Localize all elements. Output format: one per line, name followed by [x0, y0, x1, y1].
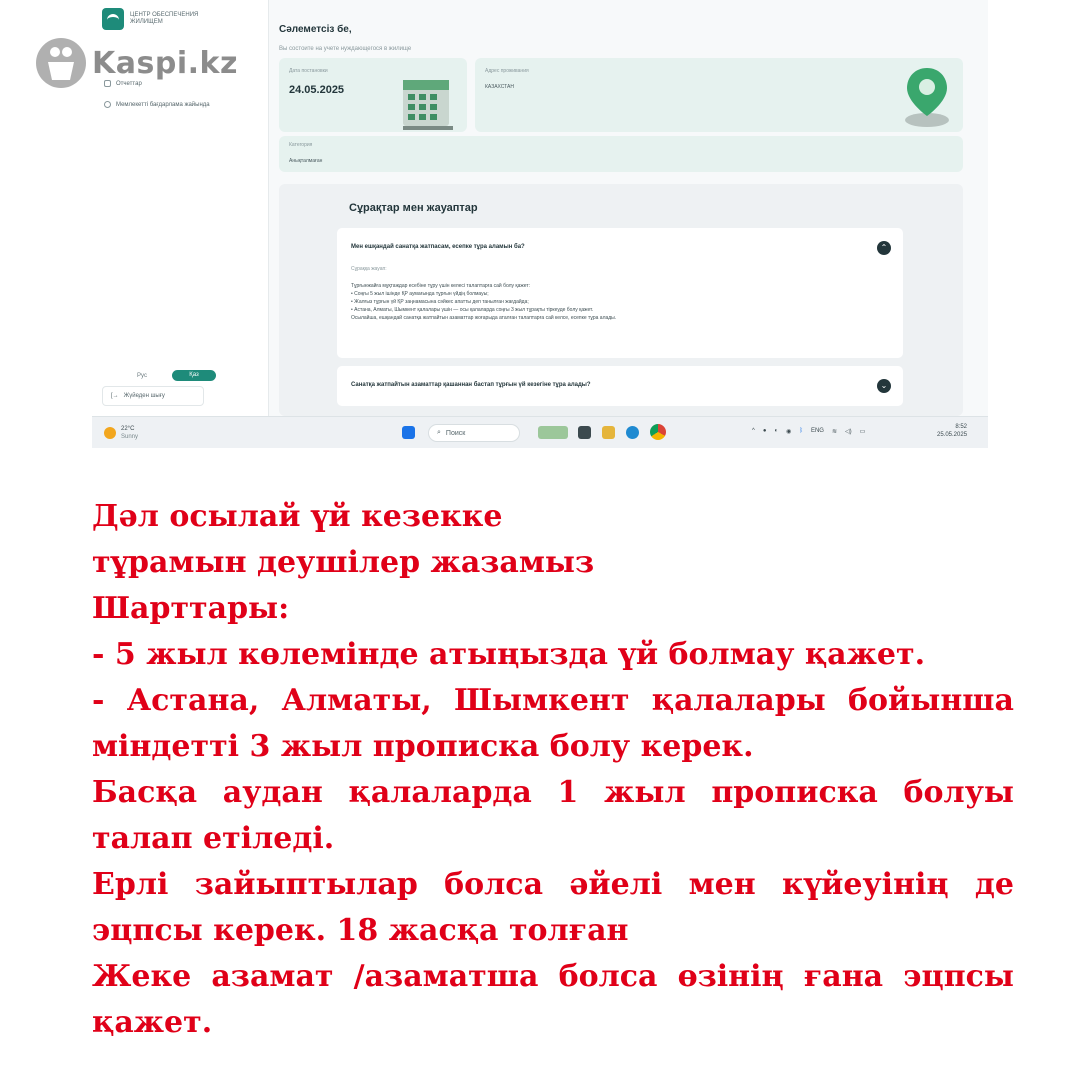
caption-line: Дәл осылай үй кезекке	[92, 499, 503, 534]
address-card	[475, 58, 963, 132]
input-language[interactable]: ENG	[810, 428, 824, 434]
info-icon	[104, 101, 111, 108]
watermark-text: Kaspi.kz	[92, 45, 238, 81]
instructions-text	[92, 494, 1014, 1046]
lang-ru[interactable]: Рус	[137, 372, 147, 379]
main-content	[269, 0, 988, 416]
widgets-icon[interactable]	[538, 426, 568, 439]
volume-icon[interactable]: ◁)	[844, 429, 852, 435]
tray-app-icon[interactable]: ●	[762, 428, 767, 434]
address-redaction	[531, 76, 811, 98]
file-explorer-icon[interactable]	[602, 426, 615, 439]
answer-line: Тұрғынжайға мұқтаждар есебіне тұру үшін келесі талаптарға сай болу қажет:	[351, 283, 531, 289]
caption-line: Жеке азамат /азаматша болса өзінің ғана эцпсы	[92, 959, 1014, 994]
faq-item-open[interactable]	[337, 228, 903, 358]
weather-widget[interactable]	[104, 425, 138, 441]
caption-line: - 5 жыл көлемінде атыңызда үй болмау қажет.	[92, 637, 926, 672]
building-icon	[395, 66, 459, 130]
system-tray	[752, 428, 865, 435]
page-title: Сәлеметсіз бе,	[279, 24, 352, 35]
sun-icon	[104, 427, 116, 439]
logout-icon: [→	[111, 393, 119, 399]
faq-title: Сұрақтар мен жауаптар	[349, 202, 478, 214]
chevron-up-icon[interactable]: ^	[752, 428, 755, 434]
caption-line: тұрамын деушілер жазамыз	[92, 545, 595, 580]
answer-line: • Жалғыз тұрғын үй ҚР заңнамасына сәйкес апатты деп танылған жағдайда;	[351, 299, 529, 305]
logout-button[interactable]	[102, 386, 204, 406]
collapse-icon[interactable]: ⌃	[877, 241, 891, 255]
location-pin-icon	[899, 64, 955, 130]
search-icon: ⌕	[437, 429, 441, 436]
clock-time: 8:52	[955, 424, 968, 430]
faq-item-collapsed[interactable]	[337, 366, 903, 406]
caption-line: Шарттары:	[92, 591, 290, 626]
caption-line: - Астана, Алматы, Шымкент қалалары бойынша	[92, 683, 1014, 718]
caption-line: міндетті 3 жыл прописка болу керек.	[92, 729, 754, 764]
weather-temp: 22°C	[121, 426, 135, 432]
faq-answer	[351, 282, 891, 322]
faq-question: Мен ешқандай санатқа жатпасам, есепке тұра аламын ба?	[351, 244, 525, 250]
chrome-browser-icon[interactable]	[650, 424, 666, 440]
category-card	[279, 136, 963, 172]
caption-line: Ерлі зайыптылар болса әйелі мен күйеуінің де	[92, 867, 1014, 902]
bluetooth-icon[interactable]: ᛒ	[799, 428, 803, 434]
brand-logo-icon	[102, 8, 124, 30]
kaspi-watermark	[36, 38, 238, 88]
battery-icon[interactable]: ▭	[859, 429, 866, 435]
address-value: КАЗАХСТАН	[485, 84, 514, 90]
clock-date: 25.05.2025	[937, 432, 968, 438]
sidebar-item-label: Отчеттар	[116, 80, 142, 87]
caption-line: Басқа аудан қалаларда 1 жыл прописка болуы	[92, 775, 1014, 810]
language-switch	[120, 370, 216, 381]
logout-label: Жүйеден шығу	[123, 393, 165, 399]
answer-line: • Астана, Алматы, Шымкент қалалары үшін — осы қалаларда соңғы 3 жыл тұрақты тіркеуде болу қажет.	[351, 307, 594, 313]
caption-line: қажет.	[92, 1005, 213, 1040]
faq-section	[279, 184, 963, 416]
category-label: Категория	[289, 142, 313, 148]
windows-taskbar	[92, 416, 988, 448]
kaspi-logo-icon	[36, 38, 86, 88]
date-label: Дата постановки	[289, 68, 328, 74]
windows-start-icon[interactable]	[402, 426, 415, 439]
page-subtitle: Вы состоите на учете нуждающегося в жилище	[279, 46, 412, 52]
sidebar-item-program[interactable]	[104, 101, 210, 108]
taskbar-search[interactable]	[428, 424, 520, 442]
brand	[102, 8, 200, 30]
answer-line: • Соңғы 5 жыл ішінде ҚР аумағында тұрғын үйдің болмауы;	[351, 291, 489, 297]
sidebar-item-label: Мемлекетті бағдарлама жайында	[116, 101, 210, 108]
category-value: Анықталмаған	[289, 158, 323, 164]
tray-app-icon[interactable]: ◐	[774, 428, 779, 434]
address-label: Адрес проживания	[485, 68, 529, 74]
date-value: 24.05.2025	[289, 84, 345, 96]
answer-line: Осылайша, ешқандай санатқа жатпайтын азаматтар жоғарыда аталған талаптарға сай келсе, есепке тұра алады.	[351, 315, 617, 321]
edge-browser-icon[interactable]	[626, 426, 639, 439]
expand-icon[interactable]: ⌄	[877, 379, 891, 393]
lang-kz[interactable]: Қаз	[172, 370, 216, 381]
tray-app-icon[interactable]: ◉	[786, 429, 792, 435]
date-card	[279, 58, 467, 132]
wifi-icon[interactable]: ≋	[831, 429, 837, 435]
weather-desc: Sunny	[121, 434, 139, 440]
answer-label: Сұраққа жауап:	[351, 266, 387, 272]
faq-question: Санатқа жатпайтын азаматтар қашаннан бастап тұрғын үй кезегіне тұра алады?	[351, 382, 591, 388]
task-view-icon[interactable]	[578, 426, 591, 439]
caption-line: эцпсы керек. 18 жасқа толған	[92, 913, 629, 948]
clock[interactable]	[937, 423, 967, 439]
search-placeholder: Поиск	[445, 429, 466, 437]
caption-line: талап етіледі.	[92, 821, 335, 856]
brand-name: ЦЕНТР ОБЕСПЕЧЕНИЯ ЖИЛИЩЕМ	[130, 12, 199, 25]
